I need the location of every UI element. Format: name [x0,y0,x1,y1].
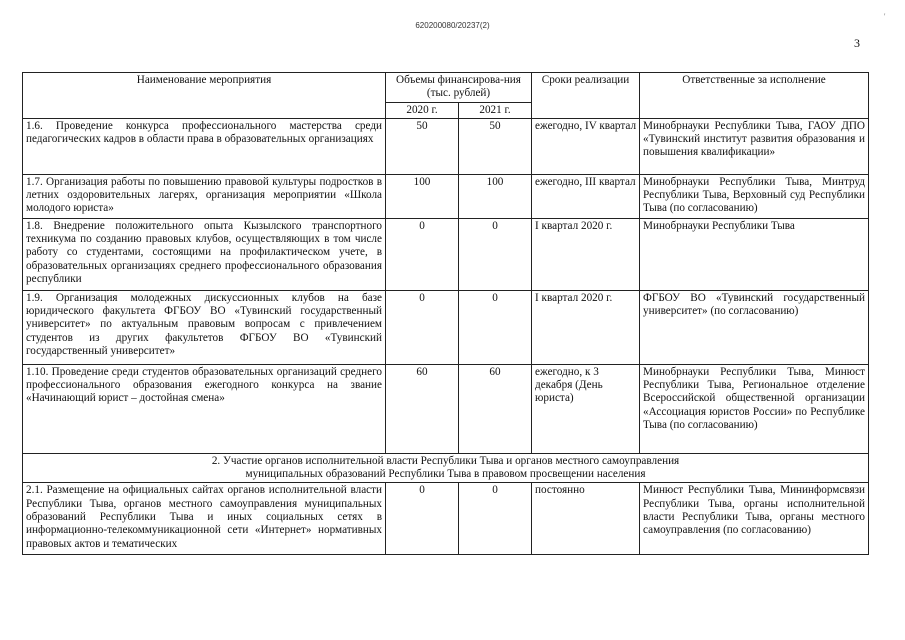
funding-2021: 50 [459,118,532,174]
activity-name: 1.9. Организация молодежных дискуссионных клубов на базе юридического факультета ФГБОУ ВО «Тувинский государственный университет» по актуальным правовым вопросам с привлечением студентов из других факультетов ФГБОУ ВО «Тувинский государственный университет» [23,290,386,364]
table-row [23,364,869,453]
table-row [23,174,869,218]
table-row [23,118,869,174]
page-number: 3 [854,36,860,50]
corner-mark: ' [884,12,886,21]
terms: постоянно [532,483,640,555]
funding-2020: 0 [386,290,459,364]
activity-name: 1.6. Проведение конкурса профессионального мастерства среди педагогических кадров в области права в образовательных организациях [23,118,386,174]
responsible: Минобрнауки Республики Тыва, Минтруд Республики Тыва, Верховный суд Республики Тыва (по согласованию) [640,174,869,218]
responsible: Минобрнауки Республики Тыва, Минюст Республики Тыва, Региональное отделение Всероссийской общественной организации «Ассоциация юристов России» по Республике Тыва (по согласованию) [640,364,869,453]
table-row [23,218,869,290]
funding-2020: 0 [386,218,459,290]
section-heading-line-2: муниципальных образований Республики Тыва в правовом просвещении населения [245,468,646,481]
header-year-2020: 2020 г. [386,102,459,118]
section-heading-line-1: 2. Участие органов исполнительной власти Республики Тыва и органов местного самоуправления [211,454,680,467]
activities-table [22,72,869,555]
activity-name: 1.8. Внедрение положительного опыта Кызылского транспортного техникума по созданию правовых клубов, осуществляющих в том числе работу со студентами, состоящими на профилактическом учете, в образовательных организациях среднего профессионального образования республики [23,218,386,290]
document-id: 620200080/20237(2) [415,21,490,30]
header-row [23,73,869,103]
funding-2021: 0 [459,290,532,364]
terms: I квартал 2020 г. [532,290,640,364]
responsible: Минобрнауки Республики Тыва [640,218,869,290]
header-year-2021: 2021 г. [459,102,532,118]
funding-2020: 60 [386,364,459,453]
terms: ежегодно, III квартал [532,174,640,218]
funding-2021: 100 [459,174,532,218]
header-terms: Сроки реализации [532,73,640,119]
funding-2021: 0 [459,483,532,555]
activity-name: 1.7. Организация работы по повышению правовой культуры подростков в летних оздоровительных лагерях, организация мероприятии «Школа молодого юриста» [23,174,386,218]
table-row [23,290,869,364]
funding-2021: 0 [459,218,532,290]
funding-2020: 50 [386,118,459,174]
responsible: Минюст Республики Тыва, Мининформсвязи Республики Тыва, органы исполнительной власти Республики Тыва, органы местного самоуправления (по согласованию) [640,483,869,555]
funding-2020: 100 [386,174,459,218]
funding-2021: 60 [459,364,532,453]
funding-2020: 0 [386,483,459,555]
header-funding: Объемы финансирова-ния (тыс. рублей) [386,73,532,103]
activity-name: 1.10. Проведение среди студентов образовательных организаций среднего профессионального образования ежегодного конкурса на звание «Начинающий юрист – достойная смена» [23,364,386,453]
terms: ежегодно, к 3 декабря (День юриста) [532,364,640,453]
table-row [23,483,869,555]
responsible: Минобрнауки Республики Тыва, ГАОУ ДПО «Тувинский институт развития образования и повышения квалификации» [640,118,869,174]
section-heading-row [23,453,869,483]
activity-name: 2.1. Размещение на официальных сайтах органов исполнительной власти Республики Тыва, органов местного самоуправления муниципальных образований Республики Тыва и иных социальных сетях в информационно-телекоммуникационной сети «Интернет» нормативных правовых актов и тематических [23,483,386,555]
responsible: ФГБОУ ВО «Тувинский государственный университет» (по согласованию) [640,290,869,364]
terms: ежегодно, IV квартал [532,118,640,174]
section-heading [23,453,869,483]
header-name: Наименование мероприятия [23,73,386,119]
terms: I квартал 2020 г. [532,218,640,290]
header-responsible: Ответственные за исполнение [640,73,869,119]
